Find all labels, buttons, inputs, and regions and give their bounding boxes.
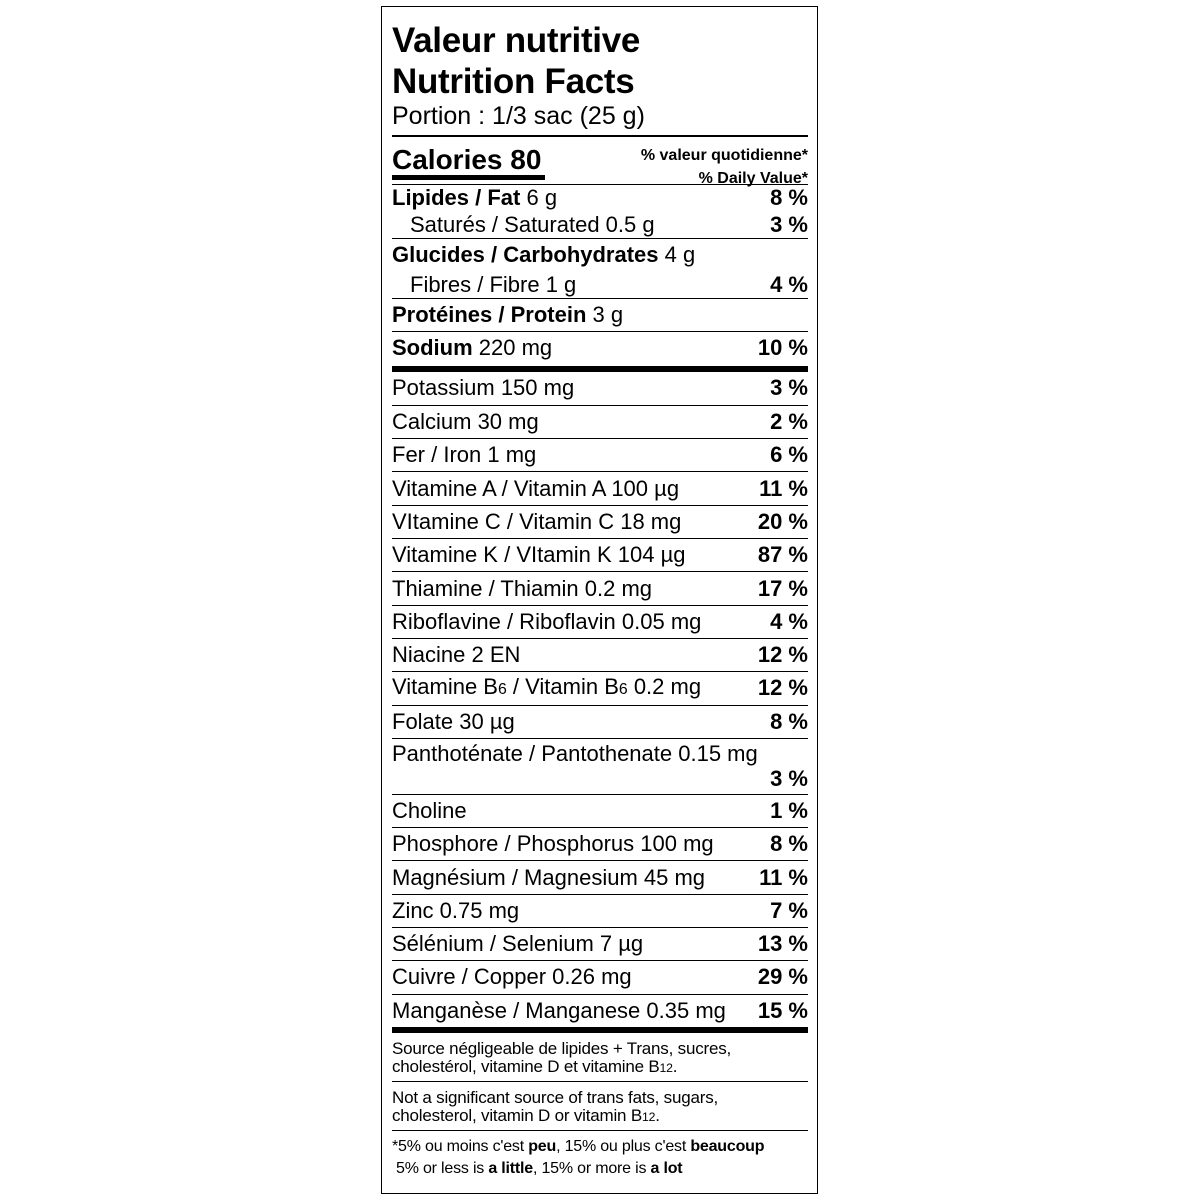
nutrient-percent: 87 % xyxy=(757,542,808,568)
nutrient-percent: 4 % xyxy=(770,608,808,634)
daily-value-fr: % valeur quotidienne* xyxy=(640,147,808,164)
nutrient-row-vitamin-k xyxy=(392,538,808,571)
nutrient-row-zinc xyxy=(392,894,808,927)
nutrient-name: Fer / Iron 1 mg xyxy=(392,442,537,468)
calories-row xyxy=(392,140,808,187)
nutrient-name: Vitamine K / VItamin K 104 µg xyxy=(392,542,686,568)
title-english: Nutrition Facts xyxy=(392,62,635,101)
nutrient-percent: 12 % xyxy=(757,675,808,701)
nutrient-name: Riboflavine / Riboflavin 0.05 mg xyxy=(392,608,702,634)
nutrient-name: Calcium 30 mg xyxy=(392,409,539,435)
nutrient-percent: 2 % xyxy=(770,409,808,435)
nutrient-row-calcium xyxy=(392,405,808,438)
calories-label: Calories 80 xyxy=(392,145,545,180)
nutrition-facts-panel xyxy=(381,6,818,1194)
nutrient-row-saturated xyxy=(392,211,808,238)
nutrient-percent: 12 % xyxy=(757,642,808,668)
nutrient-name: Manganèse / Manganese 0.35 mg xyxy=(392,997,726,1023)
divider xyxy=(392,135,808,137)
nutrient-percent: 29 % xyxy=(757,964,808,990)
nutrient-amount: 4 g xyxy=(658,242,696,267)
nutrient-row-manganese xyxy=(392,994,808,1027)
nutrient-name: Phosphore / Phosphorus 100 mg xyxy=(392,831,714,857)
portion-size: Portion : 1/3 sac (25 g) xyxy=(392,102,645,130)
nutrient-name: Zinc 0.75 mg xyxy=(392,897,520,923)
nutrient-percent: 17 % xyxy=(757,575,808,601)
nutrient-row-copper xyxy=(392,960,808,993)
nutrient-row-selenium xyxy=(392,927,808,960)
nutrient-row-choline xyxy=(392,794,808,827)
footnote-daily-value: *5% ou moins c'est peu, 15% ou plus c'est beaucoup 5% or less is a little, 15% or more is a lot xyxy=(392,1130,808,1184)
daily-value-en: % Daily Value* xyxy=(698,170,808,187)
nutrient-row-pantothenate xyxy=(392,738,808,794)
nutrient-percent: 6 % xyxy=(770,442,808,468)
nutrient-name: Vitamine B6 / Vitamin B6 0.2 mg xyxy=(392,673,702,699)
footnote-english: Not a significant source of trans fats, sugars, cholesterol, vitamin D or vitamin B12. xyxy=(392,1081,808,1130)
title-french: Valeur nutritive xyxy=(392,21,641,60)
nutrient-percent: 11 % xyxy=(759,864,808,890)
nutrient-amount: 3 g xyxy=(586,302,624,328)
nutrient-name: Cuivre / Copper 0.26 mg xyxy=(392,964,632,990)
nutrient-percent: 8 % xyxy=(770,831,808,857)
nutrient-name: Folate 30 µg xyxy=(392,708,515,734)
nutrient-row-fibre xyxy=(392,271,808,298)
nutrient-name: Thiamine / Thiamin 0.2 mg xyxy=(392,575,653,601)
nutrient-name: Saturés / Saturated 0.5 g xyxy=(410,211,655,237)
nutrient-percent: 8 % xyxy=(770,185,808,210)
nutrient-row-vitamin-a xyxy=(392,471,808,504)
nutrient-name: Lipides / Fat xyxy=(392,185,521,210)
nutrient-percent: 20 % xyxy=(757,508,808,534)
nutrient-name: Vitamine A / Vitamin A 100 µg xyxy=(392,475,680,501)
nutrient-row-vitamin-b6 xyxy=(392,671,808,704)
nutrient-name: Niacine 2 EN xyxy=(392,642,521,668)
nutrient-row-riboflavin xyxy=(392,605,808,638)
footnote-french: Source négligeable de lipides + Trans, sucres, cholestérol, vitamine D et vitamine B12. xyxy=(392,1038,732,1076)
nutrient-row-potassium xyxy=(392,372,808,405)
nutrient-row-iron xyxy=(392,438,808,471)
nutrient-name: Sélénium / Selenium 7 µg xyxy=(392,931,644,957)
nutrient-amount: 220 mg xyxy=(472,335,553,361)
nutrient-percent: 13 % xyxy=(757,931,808,957)
nutrient-percent: 11 % xyxy=(759,475,808,501)
nutrient-row-sodium xyxy=(392,331,808,364)
nutrient-row-folate xyxy=(392,705,808,738)
nutrient-name: Choline xyxy=(392,798,467,823)
nutrient-row-vitamin-c xyxy=(392,505,808,538)
nutrient-row-thiamin xyxy=(392,571,808,604)
nutrient-row-phosphorus xyxy=(392,827,808,860)
nutrient-name: Sodium xyxy=(392,335,473,361)
daily-value-header xyxy=(641,144,808,190)
nutrient-row-carbohydrates xyxy=(392,238,808,271)
nutrient-name: Magnésium / Magnesium 45 mg xyxy=(392,864,706,890)
nutrient-percent: 3 % xyxy=(770,375,808,401)
nutrient-amount: 6 g xyxy=(520,185,558,210)
nutrient-name: VItamine C / Vitamin C 18 mg xyxy=(392,508,682,534)
nutrient-name: Potassium 150 mg xyxy=(392,375,575,401)
nutrient-percent: 15 % xyxy=(757,997,808,1023)
nutrient-name: Protéines / Protein xyxy=(392,302,587,328)
nutrient-percent: 3 % xyxy=(770,765,808,791)
nutrient-percent: 8 % xyxy=(770,708,808,734)
nutrient-row-magnesium xyxy=(392,860,808,893)
nutrient-name: Fibres / Fibre 1 g xyxy=(410,271,577,297)
nutrient-row-protein xyxy=(392,298,808,331)
nutrient-percent: 4 % xyxy=(770,271,808,297)
nutrient-percent: 3 % xyxy=(770,211,808,237)
nutrient-percent: 7 % xyxy=(770,897,808,923)
nutrient-name: Panthoténate / Pantothenate 0.15 mg xyxy=(392,740,758,766)
nutrient-row-niacin xyxy=(392,638,808,671)
nutrient-percent: 10 % xyxy=(757,335,808,361)
nutrient-percent: 1 % xyxy=(770,798,808,823)
nutrient-name: Glucides / Carbohydrates xyxy=(392,242,659,267)
